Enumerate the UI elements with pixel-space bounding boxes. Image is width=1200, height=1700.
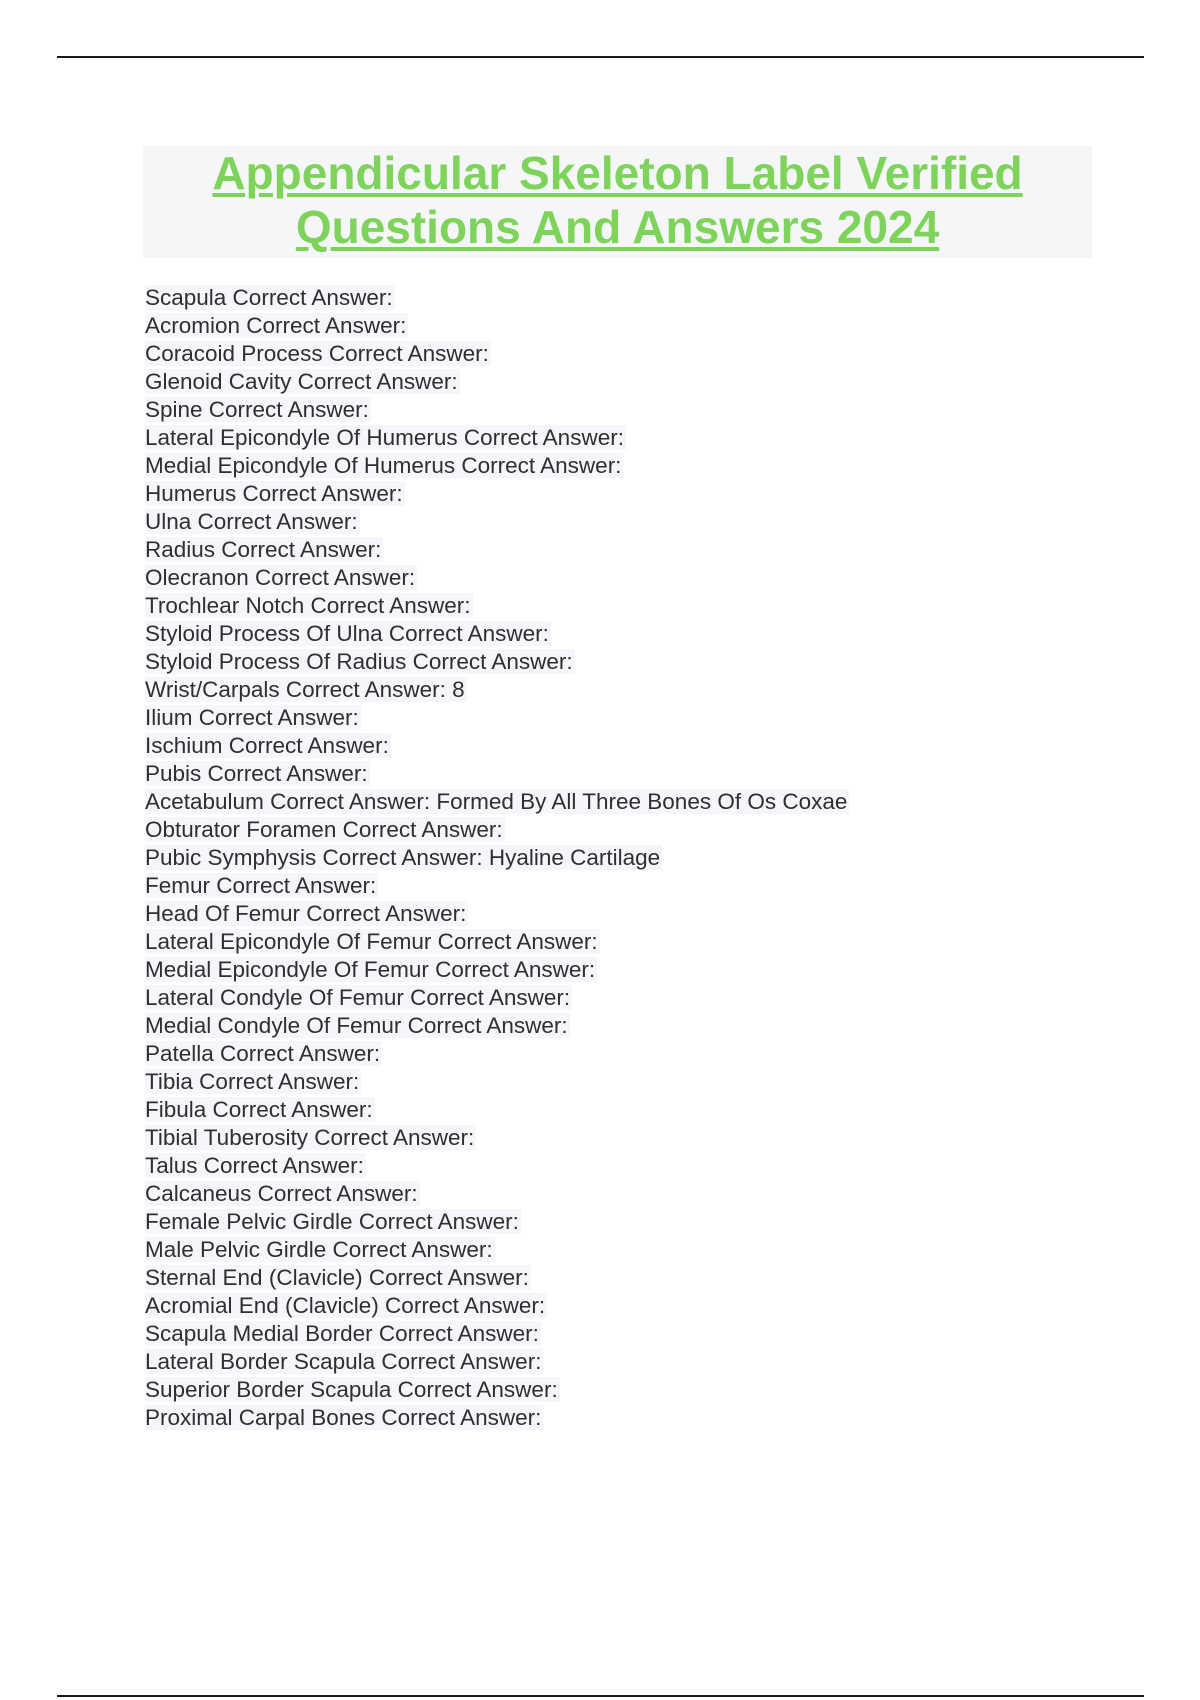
question-item: [145, 1208, 849, 1236]
question-text: Calcaneus Correct Answer:: [145, 1181, 418, 1206]
question-item: [145, 368, 849, 396]
question-item: [145, 1376, 849, 1404]
question-text: Talus Correct Answer:: [145, 1153, 364, 1178]
question-text: Styloid Process Of Ulna Correct Answer:: [145, 621, 549, 646]
question-text: Acetabulum Correct Answer: Formed By All Three Bones Of Os Coxae: [145, 789, 848, 814]
question-item: [145, 704, 849, 732]
question-list: [145, 284, 849, 1432]
question-text: Female Pelvic Girdle Correct Answer:: [145, 1209, 519, 1234]
question-item: [145, 536, 849, 564]
question-item: [145, 340, 849, 368]
question-item: [145, 1264, 849, 1292]
question-text: Radius Correct Answer:: [145, 537, 382, 562]
question-text: Obturator Foramen Correct Answer:: [145, 817, 503, 842]
question-text: Ischium Correct Answer:: [145, 733, 389, 758]
question-item: [145, 452, 849, 480]
question-item: [145, 648, 849, 676]
title-line-1: Appendicular Skeleton Label Verified: [212, 147, 1023, 199]
question-item: [145, 900, 849, 928]
question-text: Coracoid Process Correct Answer:: [145, 341, 489, 366]
question-item: [145, 928, 849, 956]
question-item: [145, 564, 849, 592]
question-item: [145, 424, 849, 452]
question-item: [145, 1068, 849, 1096]
question-text: Scapula Correct Answer:: [145, 285, 393, 310]
question-item: [145, 312, 849, 340]
question-text: Lateral Epicondyle Of Humerus Correct Answer:: [145, 425, 624, 450]
question-item: [145, 284, 849, 312]
question-text: Superior Border Scapula Correct Answer:: [145, 1377, 558, 1402]
question-item: [145, 1040, 849, 1068]
question-item: [145, 1096, 849, 1124]
title-block: [143, 146, 1092, 258]
question-text: Tibial Tuberosity Correct Answer:: [145, 1125, 475, 1150]
question-text: Olecranon Correct Answer:: [145, 565, 416, 590]
question-text: Patella Correct Answer:: [145, 1041, 381, 1066]
question-text: Sternal End (Clavicle) Correct Answer:: [145, 1265, 529, 1290]
question-text: Femur Correct Answer:: [145, 873, 377, 898]
question-item: [145, 732, 849, 760]
question-text: Male Pelvic Girdle Correct Answer:: [145, 1237, 493, 1262]
question-item: [145, 956, 849, 984]
question-item: [145, 676, 849, 704]
question-text: Pubis Correct Answer:: [145, 761, 368, 786]
question-item: [145, 844, 849, 872]
question-item: [145, 508, 849, 536]
title-line-2: Questions And Answers 2024: [295, 201, 940, 253]
question-item: [145, 760, 849, 788]
question-item: [145, 480, 849, 508]
question-text: Ilium Correct Answer:: [145, 705, 359, 730]
question-item: [145, 1292, 849, 1320]
question-text: Trochlear Notch Correct Answer:: [145, 593, 471, 618]
question-item: [145, 1124, 849, 1152]
top-rule: [57, 56, 1144, 58]
question-item: [145, 1348, 849, 1376]
question-text: Medial Epicondyle Of Femur Correct Answer:: [145, 957, 596, 982]
question-text: Styloid Process Of Radius Correct Answer:: [145, 649, 573, 674]
question-item: [145, 1152, 849, 1180]
question-text: Lateral Condyle Of Femur Correct Answer:: [145, 985, 571, 1010]
question-item: [145, 1180, 849, 1208]
question-text: Medial Condyle Of Femur Correct Answer:: [145, 1013, 568, 1038]
question-text: Lateral Epicondyle Of Femur Correct Answer:: [145, 929, 598, 954]
question-text: Pubic Symphysis Correct Answer: Hyaline Cartilage: [145, 845, 661, 870]
question-text: Fibula Correct Answer:: [145, 1097, 373, 1122]
question-item: [145, 1320, 849, 1348]
question-text: Acromial End (Clavicle) Correct Answer:: [145, 1293, 546, 1318]
question-text: Glenoid Cavity Correct Answer:: [145, 369, 458, 394]
question-item: [145, 620, 849, 648]
bottom-rule: [57, 1695, 1144, 1697]
question-text: Wrist/Carpals Correct Answer: 8: [145, 677, 465, 702]
question-item: [145, 592, 849, 620]
question-text: Proximal Carpal Bones Correct Answer:: [145, 1405, 542, 1430]
question-text: Ulna Correct Answer:: [145, 509, 358, 534]
question-item: [145, 1236, 849, 1264]
question-text: Tibia Correct Answer:: [145, 1069, 360, 1094]
question-item: [145, 1012, 849, 1040]
question-text: Scapula Medial Border Correct Answer:: [145, 1321, 539, 1346]
question-item: [145, 984, 849, 1012]
question-text: Medial Epicondyle Of Humerus Correct Answer:: [145, 453, 622, 478]
question-text: Humerus Correct Answer:: [145, 481, 403, 506]
question-item: [145, 1404, 849, 1432]
question-item: [145, 872, 849, 900]
question-text: Head Of Femur Correct Answer:: [145, 901, 467, 926]
question-item: [145, 396, 849, 424]
question-item: [145, 816, 849, 844]
question-item: [145, 788, 849, 816]
question-text: Spine Correct Answer:: [145, 397, 369, 422]
question-text: Lateral Border Scapula Correct Answer:: [145, 1349, 542, 1374]
question-text: Acromion Correct Answer:: [145, 313, 407, 338]
